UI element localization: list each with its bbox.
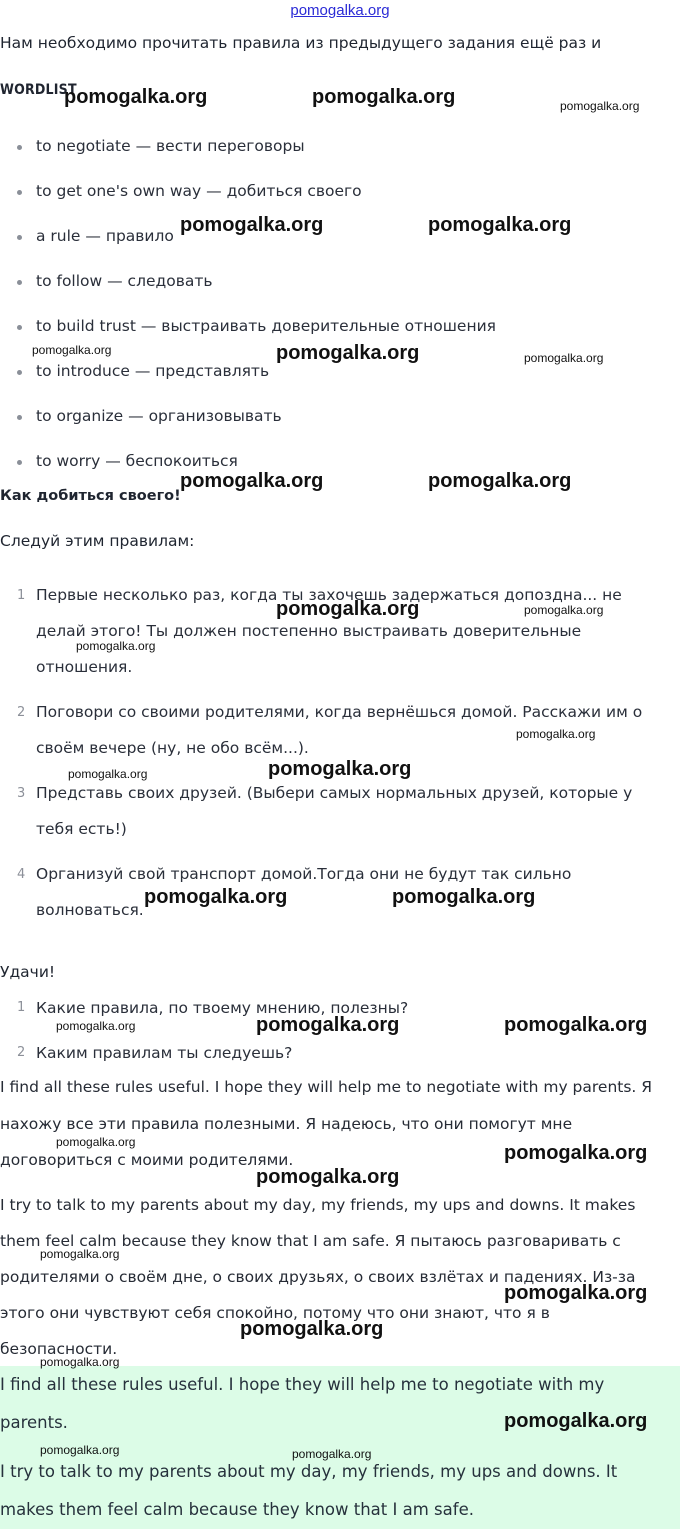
bullet-icon: [17, 190, 22, 195]
bullet-icon: [17, 460, 22, 465]
answer-line: them feel calm because they know that I am safe. Я пытаюсь разговаривать с: [0, 1232, 621, 1250]
watermark: pomogalka.org: [524, 351, 604, 365]
rule-line: делай этого! Ты должен постепенно выстраивать доверительные: [36, 622, 582, 640]
question-number: 1: [17, 1000, 26, 1015]
rule-number: 3: [17, 786, 26, 801]
watermark: pomogalka.org: [428, 470, 572, 492]
article-title: Как добиться своего!: [0, 488, 181, 504]
bullet-icon: [17, 280, 22, 285]
bullet-icon: [17, 325, 22, 330]
watermark: pomogalka.org: [40, 1247, 120, 1261]
watermark: pomogalka.org: [56, 1135, 136, 1149]
rule-number: 1: [17, 588, 26, 603]
watermark: pomogalka.org: [76, 639, 156, 653]
watermark: pomogalka.org: [428, 214, 572, 236]
watermark: pomogalka.org: [56, 1019, 136, 1033]
answer-line: безопасности.: [0, 1340, 118, 1358]
watermark: pomogalka.org: [276, 342, 420, 364]
watermark: pomogalka.org: [180, 470, 324, 492]
rule-number: 2: [17, 705, 26, 720]
wordlist-heading: WORDLIST: [0, 82, 77, 98]
watermark: pomogalka.org: [268, 758, 412, 780]
watermark: pomogalka.org: [516, 727, 596, 741]
watermark: pomogalka.org: [240, 1318, 384, 1340]
bullet-icon: [17, 145, 22, 150]
site-link[interactable]: pomogalka.org: [290, 2, 390, 19]
list-item: to build trust — выстраивать доверительные отношения: [36, 317, 496, 335]
rule-line: тебя есть!): [36, 820, 127, 838]
list-item: a rule — правило: [36, 227, 174, 245]
watermark: pomogalka.org: [312, 86, 456, 108]
highlight-line: I try to talk to my parents about my day, my friends, my ups and downs. It: [0, 1462, 618, 1481]
rule-line: Первые несколько раз, когда ты захочешь задержаться допоздна... не: [36, 586, 622, 604]
watermark: pomogalka.org: [64, 86, 208, 108]
watermark: pomogalka.org: [256, 1014, 400, 1036]
watermark: pomogalka.org: [560, 99, 640, 113]
rule-line: своём вечере (ну, не обо всём...).: [36, 739, 309, 757]
list-item: to get one's own way — добиться своего: [36, 182, 362, 200]
watermark: pomogalka.org: [392, 886, 536, 908]
list-item: to negotiate — вести переговоры: [36, 137, 305, 155]
answer-line: родителями о своём дне, о своих друзьях, о своих взлётах и падениях. Из-за: [0, 1268, 636, 1286]
question-text: Какие правила, по твоему мнению, полезны?: [36, 999, 409, 1017]
good-luck-text: Удачи!: [0, 963, 56, 981]
list-item: to introduce — представлять: [36, 362, 270, 380]
article-lead: Следуй этим правилам:: [0, 532, 195, 550]
bullet-icon: [17, 235, 22, 240]
rule-line: Представь своих друзей. (Выбери самых нормальных друзей, которые у: [36, 784, 633, 802]
question-number: 2: [17, 1045, 26, 1060]
answer-line: договориться с моими родителями.: [0, 1151, 294, 1169]
watermark: pomogalka.org: [524, 603, 604, 617]
watermark: pomogalka.org: [40, 1443, 120, 1457]
watermark: pomogalka.org: [256, 1166, 400, 1188]
watermark: pomogalka.org: [504, 1282, 648, 1304]
list-item: to organize — организовывать: [36, 407, 282, 425]
bullet-icon: [17, 415, 22, 420]
intro-text: Нам необходимо прочитать правила из предыдущего задания ещё раз и: [0, 34, 602, 52]
answer-line: нахожу все эти правила полезными. Я надеюсь, что они помогут мне: [0, 1115, 573, 1133]
watermark: pomogalka.org: [144, 886, 288, 908]
rule-number: 4: [17, 867, 26, 882]
rule-line: отношения.: [36, 658, 133, 676]
question-text: Каким правилам ты следуешь?: [36, 1044, 293, 1062]
watermark: pomogalka.org: [504, 1410, 648, 1432]
watermark: pomogalka.org: [40, 1355, 120, 1369]
watermark: pomogalka.org: [504, 1014, 648, 1036]
highlight-line: parents.: [0, 1413, 68, 1432]
watermark: pomogalka.org: [276, 598, 420, 620]
watermark: pomogalka.org: [68, 767, 148, 781]
watermark: pomogalka.org: [180, 214, 324, 236]
highlight-line: makes them feel calm because they know that I am safe.: [0, 1500, 474, 1519]
watermark: pomogalka.org: [292, 1447, 372, 1461]
watermark: pomogalka.org: [32, 343, 112, 357]
answer-line: этого они чувствуют себя спокойно, потому что они знают, что я в: [0, 1304, 550, 1322]
list-item: to worry — беспокоиться: [36, 452, 238, 470]
answer-line: I try to talk to my parents about my day, my friends, my ups and downs. It makes: [0, 1196, 636, 1214]
highlight-line: I find all these rules useful. I hope they will help me to negotiate with my: [0, 1375, 605, 1394]
rule-line: Поговори со своими родителями, когда вернёшься домой. Расскажи им о: [36, 703, 643, 721]
watermark: pomogalka.org: [504, 1142, 648, 1164]
rule-line: Организуй свой транспорт домой.Тогда они не будут так сильно: [36, 865, 572, 883]
rule-line: волноваться.: [36, 901, 144, 919]
bullet-icon: [17, 370, 22, 375]
answer-line: I find all these rules useful. I hope they will help me to negotiate with my parents. Я: [0, 1078, 653, 1096]
list-item: to follow — следовать: [36, 272, 213, 290]
